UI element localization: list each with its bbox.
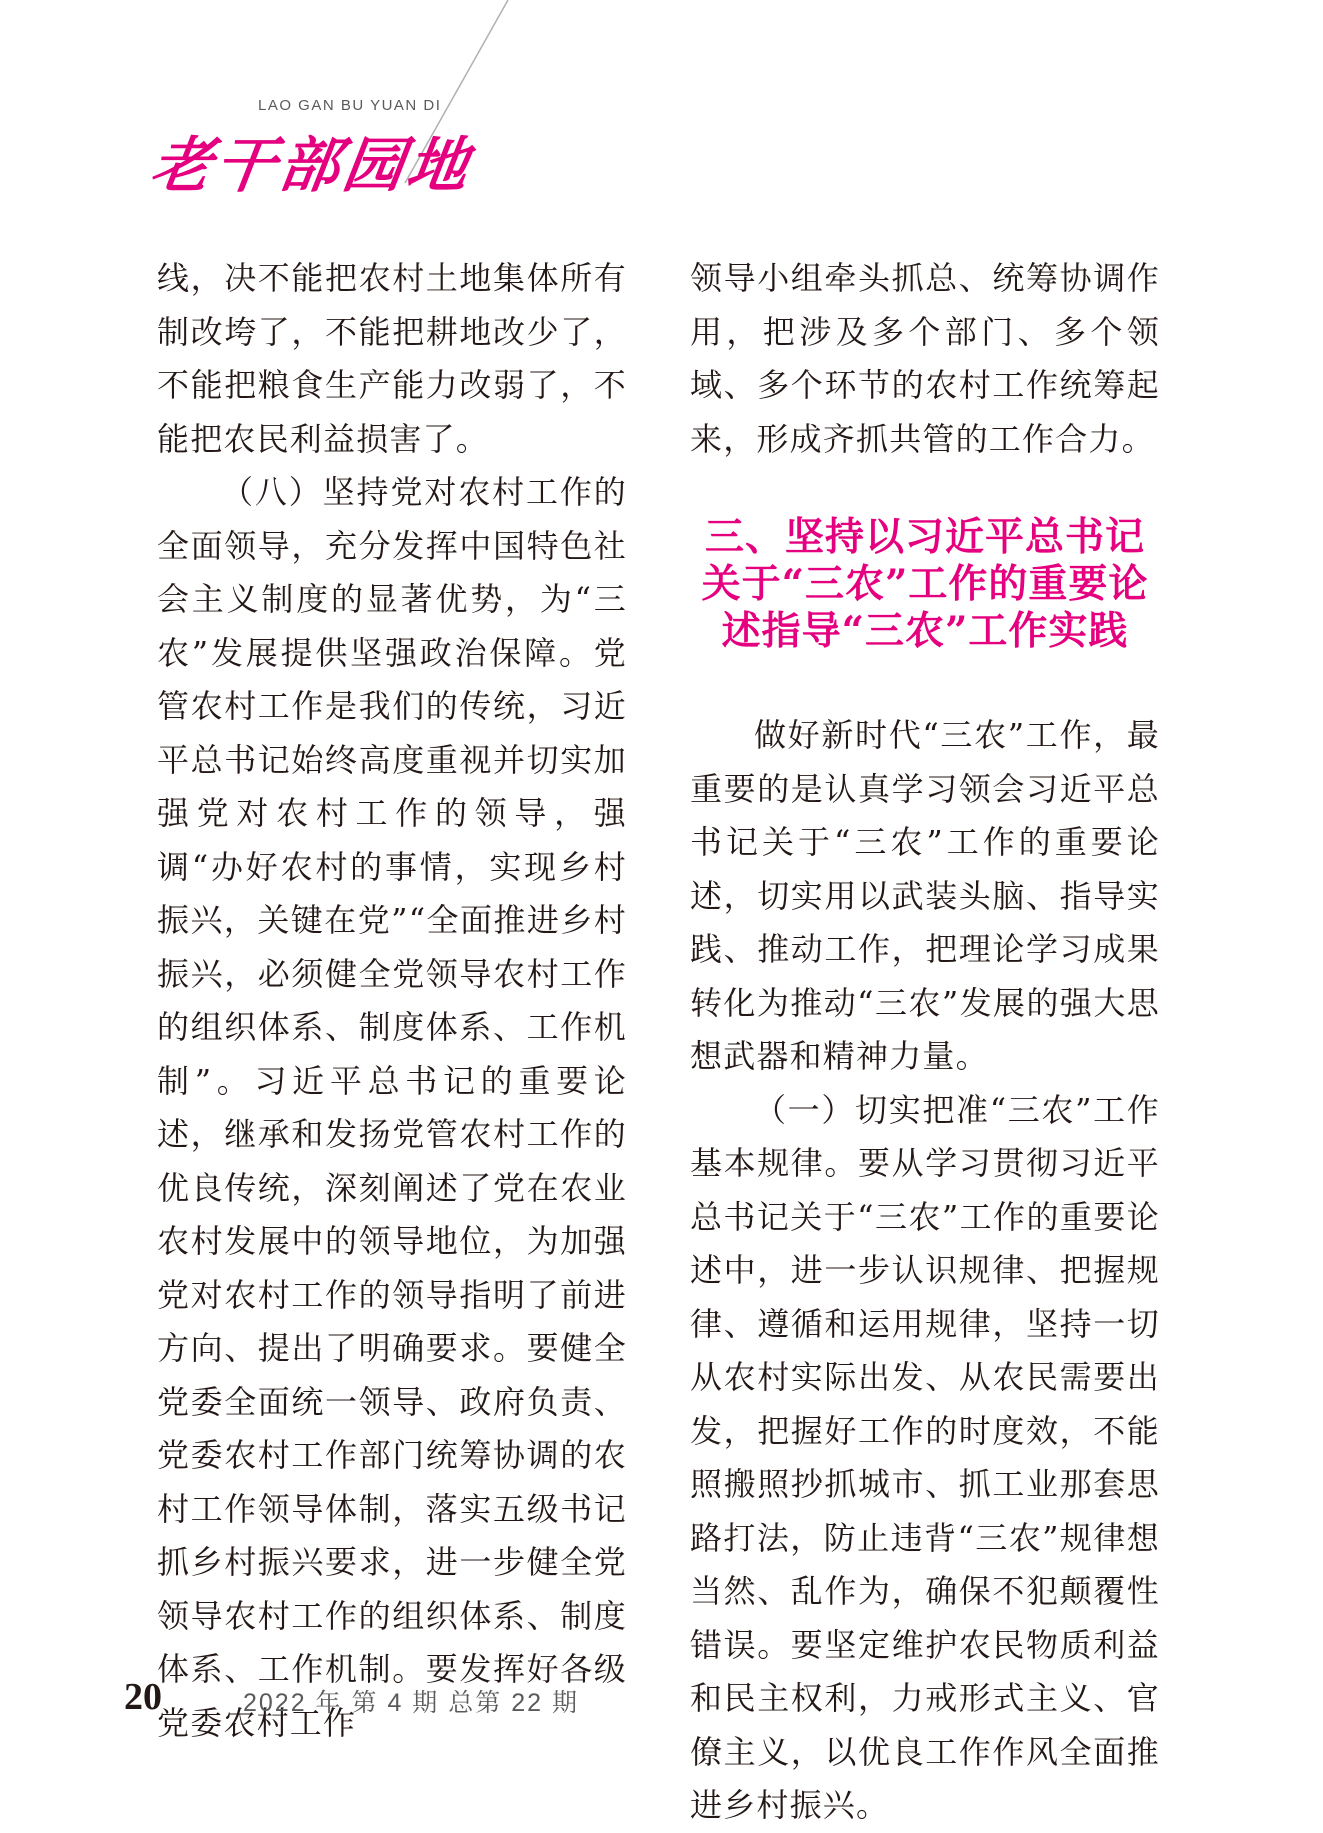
left-column: [157, 252, 627, 1750]
paragraph-continuation-right: 领导小组牵头抓总、统筹协调作用，把涉及多个部门、多个领域、多个环节的农村工作统筹起来，形成齐抓共管的工作合力。: [690, 259, 1160, 458]
page-number: 20: [124, 1676, 162, 1718]
masthead-pinyin: LAO GAN BU YUAN DI: [258, 97, 442, 114]
masthead-logo-title: 老干部园地: [146, 131, 477, 201]
paragraph-continuation: 线，决不能把农村土地集体所有制改垮了，不能把耕地改少了，不能把粮食生产能力改弱了，不能把农民利益损害了。: [157, 259, 627, 458]
paragraph-section-8: （八）坚持党对农村工作的全面领导，充分发挥中国特色社会主义制度的显著优势，为“三农”发展提供坚强政治保障。党管农村工作是我们的传统，习近平总书记始终高度重视并切实加强党对农村工作的领导，强调“办好农村的事情，实现乡村振兴，关键在党”“全面推进乡村振兴，必须健全党领导农村工作的组织体系、制度体系、工作机制”。习近平总书记的重要论述，继承和发扬党管农村工作的优良传统，深刻阐述了党在农业农村发展中的领导地位，为加强党对农村工作的领导指明了前进方向、提出了明确要求。要健全党委全面统一领导、政府负责、党委农村工作部门统筹协调的农村工作领导体制，落实五级书记抓乡村振兴要求，进一步健全党领导农村工作的组织体系、制度体系、工作机制。要发挥好各级党委农村工作: [157, 473, 627, 1742]
right-column: [690, 252, 1160, 1833]
section-heading: 三、坚持以习近平总书记关于“三农”工作的重要论述指导“三农”工作实践: [701, 514, 1149, 654]
paragraph-intro: 做好新时代“三农”工作，最重要的是认真学习领会习近平总书记关于“三农”工作的重要论述，切实用以武装头脑、指导实践、推动工作，把理论学习成果转化为推动“三农”发展的强大思想武器和精神力量。: [690, 716, 1160, 1075]
paragraph-subsection-1: （一）切实把准“三农”工作基本规律。要从学习贯彻习近平总书记关于“三农”工作的重要论述中，进一步认识规律、把握规律、遵循和运用规律，坚持一切从农村实际出发、从农民需要出发，把握好工作的时度效，不能照搬照抄抓城市、抓工业那套思路打法，防止违背“三农”规律想当然、乱作为，确保不犯颠覆性错误。要坚定维护农民物质利益和民主权利，力戒形式主义、官僚主义，以优良工作作风全面推进乡村振兴。: [690, 1090, 1160, 1824]
issue-info: 2022 年 第 4 期 总第 22 期: [243, 1689, 579, 1717]
